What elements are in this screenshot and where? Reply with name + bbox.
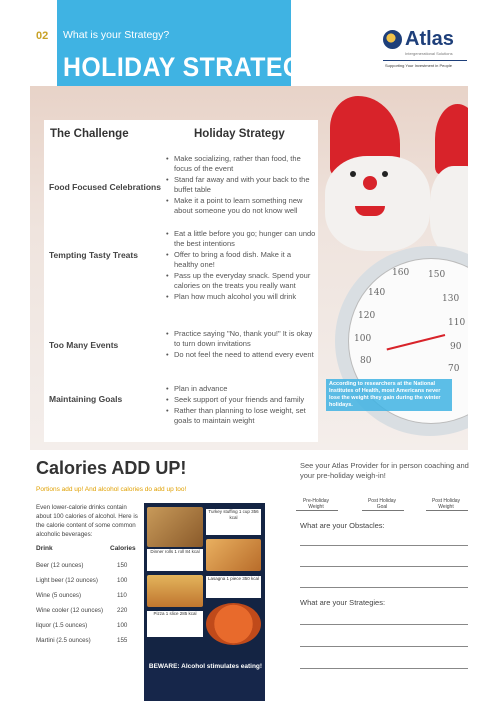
drink-calories: 150 [117,562,128,569]
turkey-image [147,507,203,547]
pre-holiday-weight-field[interactable] [296,510,338,511]
calories-column-header: Calories [110,545,136,552]
santa-nose-icon [363,176,377,190]
pre-holiday-weight-label: Pre-Holiday Weight [302,498,330,510]
drink-name: Light beer (12 ounces) [36,577,98,584]
research-note: According to researchers at the National Institutes of Health, most Americans never lose the weight they gain during the winter holidays. [326,379,452,411]
challenge-label: Too Many Events [49,340,119,350]
atlas-logo [383,30,467,72]
drink-calories: 100 [117,577,128,584]
strategy-item: • Do not feel the need to attend every event [166,350,316,360]
strategies-line[interactable] [300,624,468,625]
santa-eye-icon [350,171,356,177]
scale-tick: 90 [450,342,462,352]
drink-calories: 110 [117,592,127,599]
drink-name: Wine cooler (12 ounces) [36,607,104,614]
drink-name: liquor (1.5 ounces) [36,622,88,629]
weighin-intro: See your Atlas Provider for in person coaching and your pre-holiday weigh-in! [300,461,469,480]
lasagna-image [147,575,203,607]
scale-tick: 70 [448,364,460,374]
strategy-item: • Plan how much alcohol you will drink [166,292,316,302]
logo-tagline: Supporting Your Investment in People [385,63,452,68]
santa-eye-icon [382,171,388,177]
strategies-line[interactable] [300,668,468,669]
scale-tick: 160 [392,268,410,278]
post-holiday-goal-label: Post Holiday Goal [367,498,397,510]
post-holiday-weight-field[interactable] [426,510,468,511]
drink-name: Beer (12 ounces) [36,562,84,569]
calories-subtitle: Portions add up! And alcohol calories do add up too! [36,486,187,493]
beware-text: BEWARE: Alcohol stimulates eating! [148,663,263,670]
obstacles-line[interactable] [300,566,468,567]
santa-hat-icon [435,104,468,174]
challenge-label: Tempting Tasty Treats [49,250,138,260]
scale-tick: 150 [428,270,446,280]
strategy-list [166,329,316,361]
drink-calories: 155 [117,637,128,644]
santa-beard-icon [430,166,468,256]
strategy-item: • Rather than planning to lose weight, set goals to maintain weight [166,406,316,426]
scale-tick: 100 [354,334,372,344]
scale-tick: 110 [448,318,466,328]
strategy-item: • Practice saying "No, thank you!" It is okay to turn down invitations [166,329,316,349]
drink-column-header: Drink [36,545,53,552]
drink-name: Martini (2.5 ounces) [36,637,91,644]
strategy-item: • Make it a point to learn something new about someone you do not know well [166,196,316,216]
drink-calories: 220 [117,607,128,614]
strategy-table [44,120,318,442]
challenge-label: Food Focused Celebrations [49,182,161,192]
logo-wordmark: Atlas [405,28,454,50]
scale-tick: 120 [358,311,376,321]
lasagna-label: Lasagna 1 piece 350 kcal [206,576,261,598]
strategy-item: • Eat a little before you go; hunger can undo the best intentions [166,229,316,249]
drink-name: Wine (5 ounces) [36,592,82,599]
strategy-item: • Stand far away and with your back to the buffet table [166,175,316,195]
santa-beard-icon [325,156,430,251]
obstacles-line[interactable] [300,545,468,546]
rolls-image [206,539,261,571]
pizza-label: Pizza 1 slice 285 kcal [147,611,203,637]
rolls-label: Dinner rolls 1 roll 84 kcal [147,549,203,571]
scale-tick: 80 [360,356,372,366]
strategy-list [166,229,316,303]
scale-tick: 140 [368,288,386,298]
post-holiday-weight-label: Post Holiday Weight [431,498,461,510]
page-title: HOLIDAY STRATEGIES [63,52,345,82]
calories-intro: Even lower-calorie drinks contain about 100 calories of alcohol. Here is the calorie content of some common alcoholic beverages: [36,504,138,538]
obstacles-line[interactable] [300,587,468,588]
challenge-label: Maintaining Goals [49,394,123,404]
strategy-item: • Offer to bring a food dish. Make it a healthy one! [166,250,316,270]
strategy-item: • Seek support of your friends and family [166,395,316,405]
strategy-item: • Make socializing, rather than food, the focus of the event [166,154,316,174]
scale-tick: 130 [442,294,460,304]
logo-small-text: Intergenerational Solutions [405,51,453,56]
section-number: 02 [36,30,49,42]
calories-title: Calories ADD UP! [36,458,187,478]
logo-divider [383,60,467,61]
strategy-item: • Pass up the everyday snack. Spend your calories on the treats you really want [166,271,316,291]
strategy-item: • Plan in advance [166,384,316,394]
header-subtitle: What is your Strategy? [63,29,170,41]
drink-calories: 100 [117,622,128,629]
strategies-line[interactable] [300,646,468,647]
table-header-challenge: The Challenge [50,128,129,140]
obstacles-heading: What are your Obstacles: [300,521,385,530]
turkey-label: Turkey stuffing 1 cup 356 kcal [206,509,261,535]
table-header-strategy: Holiday Strategy [194,128,285,140]
post-holiday-goal-field[interactable] [362,510,404,511]
globe-icon [383,30,402,49]
pizza-image [206,603,261,645]
strategies-heading: What are your Strategies: [300,598,386,607]
strategy-list [166,154,316,217]
strategy-list [166,384,316,427]
